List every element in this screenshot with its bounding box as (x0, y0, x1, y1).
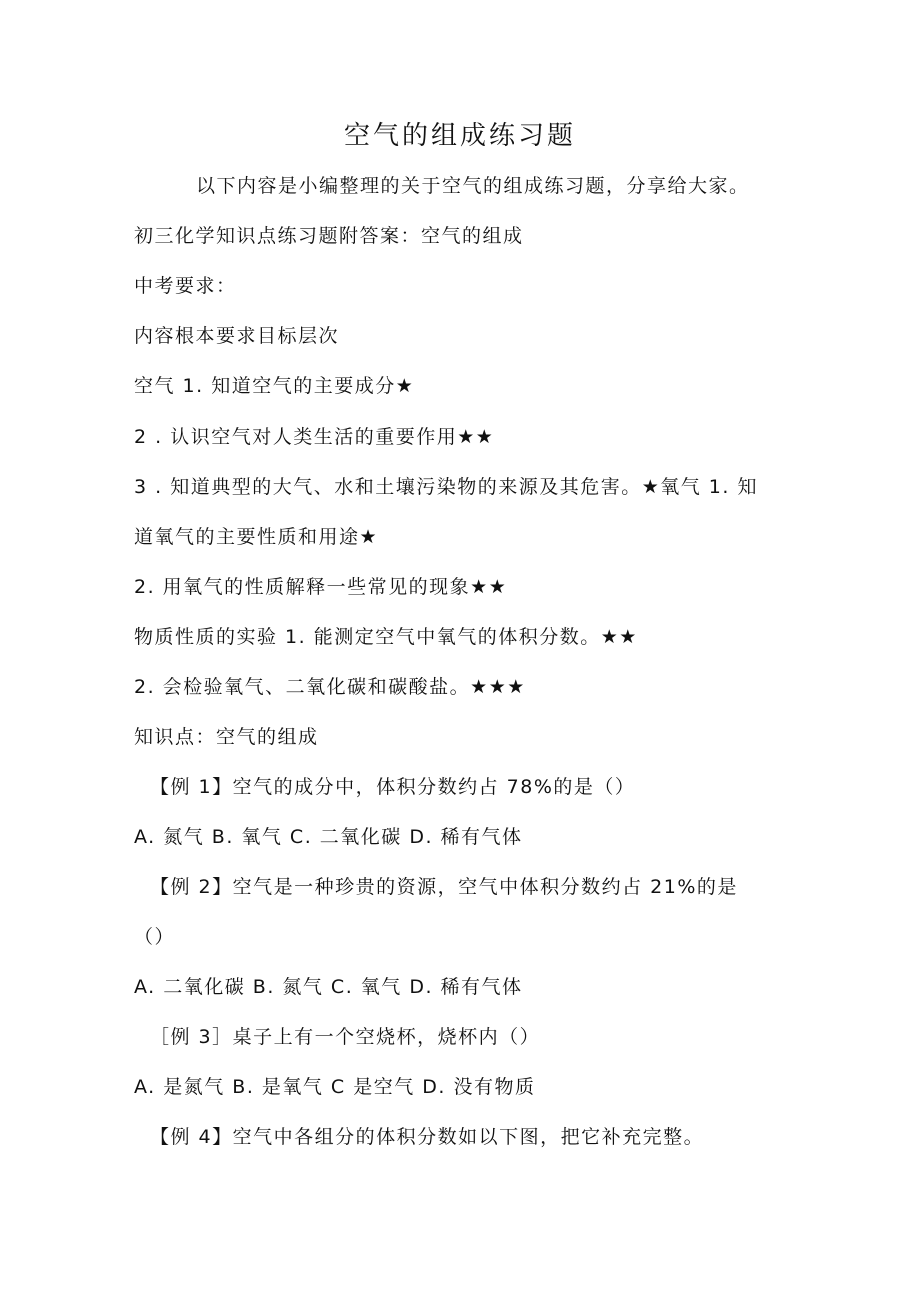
example-options: A. 是氮气 B. 是氧气 C 是空气 D. 没有物质 (134, 1076, 536, 1098)
requirement-item: 3 . 知道典型的大气、水和土壤污染物的来源及其危害。★氧气 1. 知 (134, 476, 758, 498)
example-question: 【例 4】空气中各组分的体积分数如以下图，把它补充完整。 (150, 1126, 705, 1148)
intro-line: 以下内容是小编整理的关于空气的组成练习题，分享给大家。 (196, 175, 750, 197)
requirement-item: 2. 用氧气的性质解释一些常见的现象★★ (134, 576, 508, 598)
requirement-item: 空气 1. 知道空气的主要成分★ (134, 375, 415, 397)
requirements-heading: 中考要求： (134, 275, 237, 297)
requirement-item: 2. 会检验氧气、二氧化碳和碳酸盐。★★★ (134, 676, 526, 698)
requirements-header: 内容根本要求目标层次 (134, 325, 340, 347)
requirement-item: 道氧气的主要性质和用途★ (134, 526, 379, 548)
example-options: A. 二氧化碳 B. 氮气 C. 氧气 D. 稀有气体 (134, 976, 523, 998)
requirement-item: 物质性质的实验 1. 能测定空气中氧气的体积分数。★★ (134, 626, 638, 648)
requirement-item: 2 . 认识空气对人类生活的重要作用★★ (134, 426, 495, 448)
example-question: ［例 3］桌子上有一个空烧杯，烧杯内（） (150, 1026, 541, 1048)
knowledge-point-heading: 知识点：空气的组成 (134, 726, 319, 748)
example-options: A. 氮气 B. 氧气 C. 二氧化碳 D. 稀有气体 (134, 826, 523, 848)
subtitle-line: 初三化学知识点练习题附答案：空气的组成 (134, 225, 524, 247)
example-question-continued: （） (134, 926, 176, 948)
example-question: 【例 1】空气的成分中，体积分数约占 78%的是（） (150, 776, 636, 798)
document-title: 空气的组成练习题 (343, 121, 576, 151)
example-question: 【例 2】空气是一种珍贵的资源，空气中体积分数约占 21%的是 (150, 876, 738, 898)
